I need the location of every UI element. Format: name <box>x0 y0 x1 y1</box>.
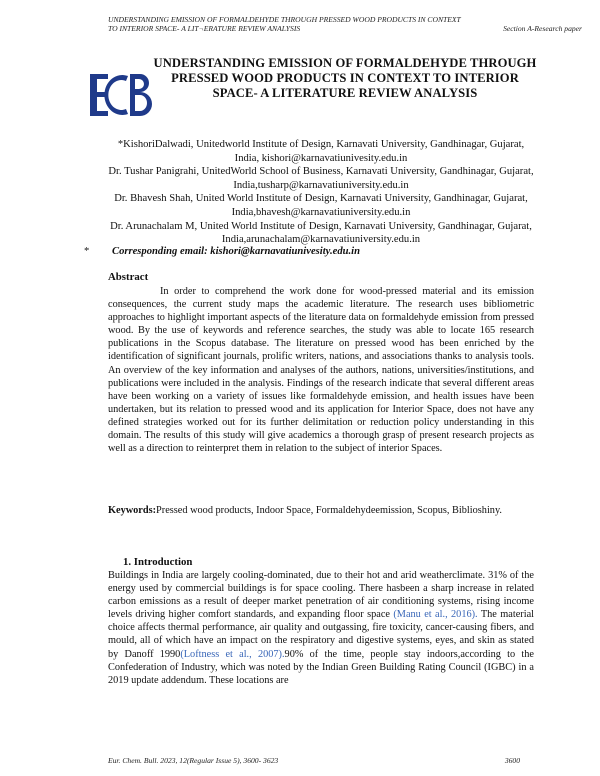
introduction-body <box>108 569 534 687</box>
footer-journal: Eur. Chem. Bull. 2023, 12(Regular Issue 5), 3600- 3623 <box>108 756 279 765</box>
introduction-heading: 1. Introduction <box>123 556 193 568</box>
ecb-logo-graphic <box>88 68 154 122</box>
paper-title: UNDERSTANDING EMISSION OF FORMALDEHYDE THROUGH PRESSED WOOD PRODUCTS IN CONTEXT TO INTERIOR SPACE- A LITERATURE REVIEW ANALYSIS <box>153 56 537 100</box>
running-title-line2: TO INTERIOR SPACE- A LIT¬ERATURE REVIEW ANALYSIS <box>108 24 301 33</box>
intro-text-2: The material choice affects thermal performance, air quality and outgassing, fire toxicity, cancer-causing fibers, and mould, all of which have an impact on the respiratory and digestive systems, eyes, and skin as stated by Danoff 1990 <box>108 609 534 660</box>
keywords <box>108 504 534 517</box>
journal-logo <box>88 68 154 122</box>
section-label: Section A-Research paper <box>503 24 582 33</box>
intro-text-3: 90% of the time, people stay indoors,according to the Confederation of Industry, which was noted by the Indian Green Building Rating Council (IGBC) in a 2019 update addendum. These locations are <box>108 648 534 686</box>
author-affiliation: Dr. Tushar Panigrahi, UnitedWorld School of Business, Karnavati University, Gandhinagar, Gujarat, India,tusharp@karnavatiuniversity.edu.in <box>108 166 534 191</box>
footer-page-number: 3600 <box>504 756 520 765</box>
corresponding-author <box>84 245 544 258</box>
abstract-body: In order to comprehend the work done for wood-pressed material and its emission consequences, the current study maps the academic literature. The research uses bibliometric approaches to highlight important aspects of the literature data on formaldehyde emission from pressed wood. By the use of keywords and reference searches, the study was able to locate 165 research publications in the Scopus database. The literature on pressed wood has been enriched by the identification of significant journals, prolific writers, nations, and associations thanks to analysis tools. An overview of the key information and analyses of the authors, nations, universities/institutions, and publications were included in the analysis. Findings of the research indicate that several different areas have been working on a variety of issues like formaldehyde emission, and health issues have been undertaken, but its relation to pressed wood and its application for Interior Space, does not have any defined strategies worked out for its further delimitation or reduction policy understanding in this domain. The results of this study will give academics a thorough grasp of present research projects as well as a direction to reinterpret them in relation to the subject of interior Spaces. <box>108 286 534 455</box>
running-header <box>108 15 508 33</box>
citation-link[interactable]: (Manu et al., 2016). <box>393 609 478 621</box>
author-affiliation: Dr. Arunachalam M, United World Institute of Design, Karnavati University, Gandhinagar, Gujarat, India,arunachalam@karnavatiuniversity.edu.in <box>110 220 532 246</box>
corresponding-email: Corresponding email: kishori@karnavatiunivesity.edu.in <box>112 246 360 257</box>
corresponding-star: * <box>84 246 90 257</box>
abstract-heading: Abstract <box>108 271 149 283</box>
intro-text-1: Buildings in India are largely cooling-dominated, due to their hot and arid weatherclimate. 31% of the energy used by commercial buildings is for space cooling. There hasbeen a sharp increase in related carbon emissions as a result of deeper market penetration of air conditioning systems, rising income levels driving higher comfort standards, and expanding floor space <box>108 570 534 621</box>
author-list <box>108 138 534 247</box>
author-affiliation: Dr. Bhavesh Shah, United World Institute of Design, Karnavati University, Gandhinagar, Gujarat, India,bhavesh@karnavatiuniversity.edu.in <box>114 193 528 218</box>
keywords-text: Pressed wood products, Indoor Space, Formaldehydeemission, Scopus, Biblioshiny. <box>156 505 503 516</box>
keywords-label: Keywords: <box>108 505 157 516</box>
running-title-line1: UNDERSTANDING EMISSION OF FORMALDEHYDE THROUGH PRESSED WOOD PRODUCTS IN CONTEXT <box>108 15 461 24</box>
citation-link[interactable]: (Loftness et al., 2007). <box>180 648 285 660</box>
author-affiliation: *KishoriDalwadi, Unitedworld Institute of Design, Karnavati University, Gandhinagar, Gujarat, India, kishori@karnavatiunivesity.edu.in <box>117 139 525 164</box>
